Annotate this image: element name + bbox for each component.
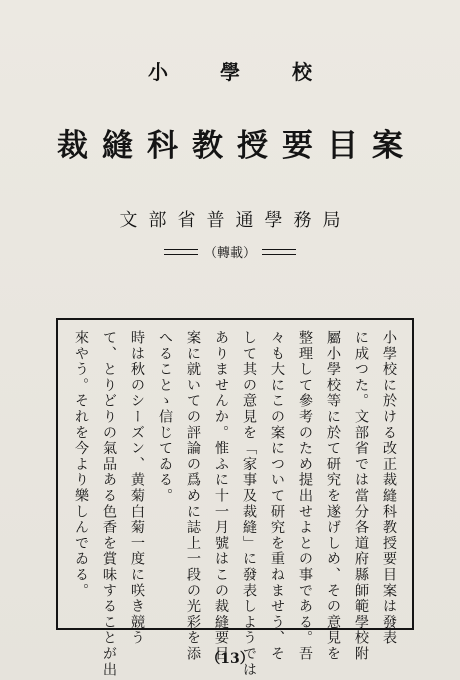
section-heading: 小學校 [148, 60, 364, 84]
article-title: 裁縫科教授要目案 [57, 128, 417, 164]
page-number: （13） [206, 651, 254, 667]
text-column: ありませんか。惟ふに十一月號はこの裁縫要目 [213, 330, 229, 662]
text-column: 小學校に於ける改正裁縫科教授要目案は發表 [381, 330, 397, 646]
text-column: 整理して參考のため提出せよとの事である。吾 [297, 330, 313, 662]
text-column: 來やう。それを今より樂しんでゐる。 [73, 330, 89, 599]
reprint-label: （轉載） [203, 246, 256, 261]
reprint-note [0, 242, 460, 261]
text-column: て、とりどりの氣品ある色香を賞味することが出 [101, 330, 117, 678]
double-rule-right [262, 249, 296, 255]
text-column: 屬小學校等に於て研究を遂げしめ、その意見を [325, 330, 341, 662]
double-rule-left [164, 249, 198, 255]
text-column: 案に就いての評論の爲めに誌上一段の光彩を添 [185, 330, 201, 662]
author-line: 文部省普通學務局 [119, 210, 352, 231]
text-column: して其の意見を「家事及裁縫」に發表しようでは [241, 330, 257, 678]
text-column: へることゝ信じてゐる。 [157, 330, 173, 504]
text-column: に成つた。文部省では當分各道府縣師範學校附 [353, 330, 369, 662]
text-column: 時は秋のシーズン、黄菊白菊一度に咲き競う [129, 330, 145, 646]
text-column: 々も大にこの案について研究を重ねませう、そ [269, 330, 285, 662]
